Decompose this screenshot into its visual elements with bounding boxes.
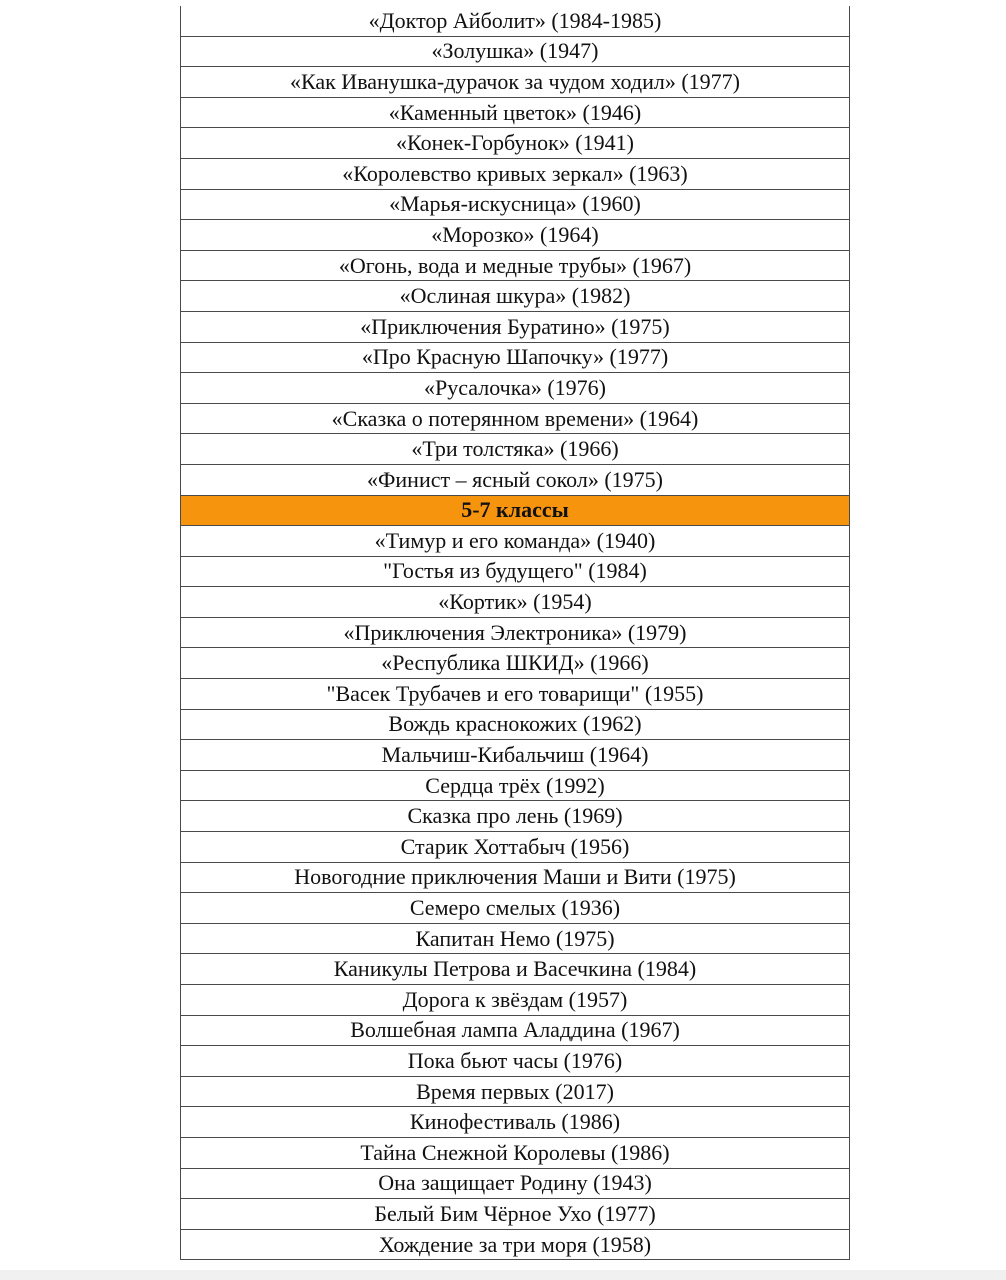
film-title-cell: «Огонь, вода и медные трубы» (1967) xyxy=(181,250,850,281)
film-title-cell: «Республика ШКИД» (1966) xyxy=(181,648,850,679)
film-title-cell: «Русалочка» (1976) xyxy=(181,373,850,404)
table-row xyxy=(181,1015,850,1046)
film-title-cell: «Конек-Горбунок» (1941) xyxy=(181,128,850,159)
film-title-cell: Сердца трёх (1992) xyxy=(181,770,850,801)
film-title-cell: Новогодние приключения Маши и Вити (1975) xyxy=(181,862,850,893)
table-row xyxy=(181,954,850,985)
film-title-cell: Вождь краснокожих (1962) xyxy=(181,709,850,740)
film-title-cell: Она защищает Родину (1943) xyxy=(181,1168,850,1199)
table-row xyxy=(181,587,850,618)
table-row xyxy=(181,67,850,98)
table-row xyxy=(181,342,850,373)
film-title-cell: Кинофестиваль (1986) xyxy=(181,1107,850,1138)
film-title-cell: "Васек Трубачев и его товарищи" (1955) xyxy=(181,679,850,710)
table-row xyxy=(181,832,850,863)
table-row xyxy=(181,740,850,771)
film-title-cell: «Королевство кривых зеркал» (1963) xyxy=(181,158,850,189)
film-title-cell: Пока бьют часы (1976) xyxy=(181,1046,850,1077)
film-title-cell: «Тимур и его команда» (1940) xyxy=(181,526,850,557)
film-title-cell: «Каменный цветок» (1946) xyxy=(181,97,850,128)
table-row xyxy=(181,434,850,465)
table-row xyxy=(181,801,850,832)
table-row xyxy=(181,1076,850,1107)
film-title-cell: «Три толстяка» (1966) xyxy=(181,434,850,465)
film-title-cell: «Марья-искусница» (1960) xyxy=(181,189,850,220)
table-row xyxy=(181,373,850,404)
film-title-cell: Волшебная лампа Аладдина (1967) xyxy=(181,1015,850,1046)
table-row xyxy=(181,1229,850,1260)
table-row xyxy=(181,1199,850,1230)
table-row xyxy=(181,617,850,648)
film-title-cell: Семеро смелых (1936) xyxy=(181,893,850,924)
film-title-cell: «Приключения Буратино» (1975) xyxy=(181,311,850,342)
table-row xyxy=(181,679,850,710)
film-list-table xyxy=(180,6,850,1260)
table-row xyxy=(181,158,850,189)
table-row xyxy=(181,556,850,587)
table-row xyxy=(181,526,850,557)
film-title-cell: «Как Иванушка-дурачок за чудом ходил» (1977) xyxy=(181,67,850,98)
table-row xyxy=(181,985,850,1016)
table-row xyxy=(181,1046,850,1077)
table-row xyxy=(181,250,850,281)
table-row xyxy=(181,189,850,220)
table-row xyxy=(181,923,850,954)
table-row xyxy=(181,97,850,128)
film-title-cell: Тайна Снежной Королевы (1986) xyxy=(181,1137,850,1168)
table-row xyxy=(181,1168,850,1199)
film-title-cell: Дорога к звёздам (1957) xyxy=(181,985,850,1016)
table-row xyxy=(181,709,850,740)
table-row xyxy=(181,128,850,159)
film-title-cell: Капитан Немо (1975) xyxy=(181,923,850,954)
table-row xyxy=(181,36,850,67)
table-row xyxy=(181,464,850,495)
table-row xyxy=(181,1137,850,1168)
section-header: 5-7 классы xyxy=(181,495,850,526)
film-list-body xyxy=(181,6,850,1260)
film-title-cell: "Гостья из будущего" (1984) xyxy=(181,556,850,587)
film-title-cell: Мальчиш-Кибальчиш (1964) xyxy=(181,740,850,771)
film-title-cell: «Финист – ясный сокол» (1975) xyxy=(181,464,850,495)
film-title-cell: «Золушка» (1947) xyxy=(181,36,850,67)
table-row xyxy=(181,770,850,801)
film-title-cell: Белый Бим Чёрное Ухо (1977) xyxy=(181,1199,850,1230)
table-row xyxy=(181,6,850,36)
film-title-cell: Старик Хоттабыч (1956) xyxy=(181,832,850,863)
table-row xyxy=(181,220,850,251)
film-title-cell: «Доктор Айболит» (1984-1985) xyxy=(181,6,850,36)
table-row xyxy=(181,281,850,312)
table-row xyxy=(181,893,850,924)
film-title-cell: «Приключения Электроника» (1979) xyxy=(181,617,850,648)
section-header-row xyxy=(181,495,850,526)
film-title-cell: «Кортик» (1954) xyxy=(181,587,850,618)
table-row xyxy=(181,648,850,679)
table-row xyxy=(181,862,850,893)
table-row xyxy=(181,311,850,342)
film-title-cell: Каникулы Петрова и Васечкина (1984) xyxy=(181,954,850,985)
table-row xyxy=(181,403,850,434)
film-title-cell: «Про Красную Шапочку» (1977) xyxy=(181,342,850,373)
page-bottom-edge xyxy=(0,1270,1006,1280)
film-title-cell: «Морозко» (1964) xyxy=(181,220,850,251)
film-title-cell: «Ослиная шкура» (1982) xyxy=(181,281,850,312)
film-title-cell: Хождение за три моря (1958) xyxy=(181,1229,850,1260)
table-row xyxy=(181,1107,850,1138)
film-title-cell: «Сказка о потерянном времени» (1964) xyxy=(181,403,850,434)
film-title-cell: Время первых (2017) xyxy=(181,1076,850,1107)
film-title-cell: Сказка про лень (1969) xyxy=(181,801,850,832)
